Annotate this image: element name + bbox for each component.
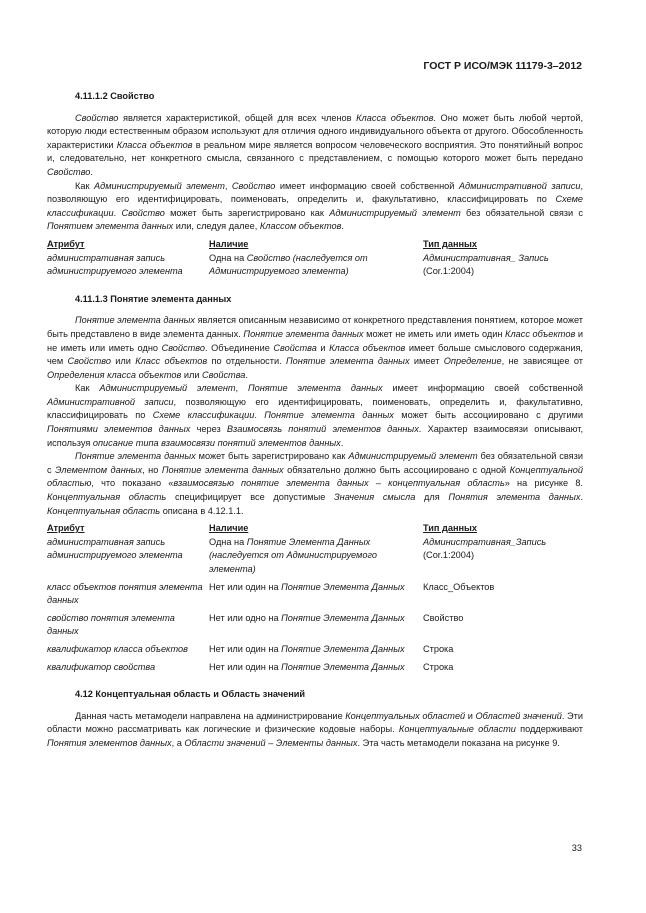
text-run: (Cor.1:2004): [423, 550, 475, 561]
text-run: Нет или одно на: [209, 612, 282, 623]
table-header-cell: Наличие: [209, 238, 249, 249]
text-run: для: [415, 492, 449, 503]
text-run: » на рисунке 8.: [504, 478, 583, 489]
italic-run: Администрируемый элемент: [348, 451, 478, 462]
datatype-cell: [423, 612, 583, 639]
italic-run: Концептуальных областей: [345, 710, 466, 721]
text-run: ,: [224, 180, 232, 191]
text-run: имеет: [409, 356, 444, 367]
italic-run: Администрируемый элемент: [329, 207, 461, 218]
attribute-cell: свойство понятия элемента данных: [47, 612, 175, 637]
presence-cell: [209, 581, 423, 608]
text-run: . Оно может быть любой чертой, которую люди естественным образом используют для отличия одного индивидуального объекта от другого. Обособленность характеристики: [47, 112, 583, 150]
italic-run: Класса объектов: [116, 139, 193, 150]
text-run: обязательно должно быть ассоциировано с одной: [283, 464, 510, 475]
italic-run: Значения смысла: [334, 492, 416, 503]
text-run: описана в 4.12.1.1.: [160, 505, 244, 516]
section-heading: 4.12 Концептуальная область и Область значений: [75, 689, 306, 700]
italic-run: Понятие Элемента Данных: [281, 661, 405, 672]
text-run: Строка: [423, 643, 454, 654]
text-run: специфицирует все допустимые: [166, 492, 335, 503]
italic-run: Понятие Элемента Данных: [281, 581, 405, 592]
text-run: и не иметь или иметь одно: [47, 328, 583, 353]
paragraph: [47, 382, 583, 450]
table-row: [47, 612, 583, 639]
text-run: Нет или один на: [209, 643, 282, 654]
attribute-cell: административная запись администрируемого элемента: [47, 536, 183, 561]
paragraph: [47, 314, 583, 382]
text-run: может не иметь или иметь один: [363, 328, 506, 339]
text-run: через: [190, 424, 227, 435]
document-header: ГОСТ Р ИСО/МЭК 11179-3–2012: [423, 60, 582, 72]
text-run: Одна на: [209, 536, 247, 547]
italic-run: Свойство: [231, 180, 276, 191]
attribute-cell: класс объектов понятия элемента данных: [47, 581, 203, 606]
italic-run: Понятие элемента данных: [247, 383, 383, 394]
text-run: , позволяющую его идентифицировать, поименовать, определить и, факультативно, классифицировать по: [47, 180, 583, 205]
page-number: 33: [571, 843, 582, 853]
italic-run: Понятие элемента данных: [161, 464, 284, 475]
italic-run: Определение: [443, 356, 502, 367]
italic-run: Свойство: [47, 166, 91, 177]
text-run: или: [181, 369, 203, 380]
text-run: . Объединение: [204, 342, 274, 353]
italic-run: Схеме классификации: [152, 410, 255, 421]
datatype-cell: [423, 581, 583, 608]
italic-run: Административной записи: [458, 180, 581, 191]
italic-run: Схеме классификации: [47, 194, 583, 218]
italic-run: Понятием элемента данных: [47, 221, 174, 232]
table-header-row: [47, 238, 583, 252]
italic-run: Понятие элемента данных: [243, 328, 364, 339]
text-run: .: [90, 166, 93, 177]
paragraph: [47, 112, 583, 180]
italic-run: Взаимосвязь понятий элементов данных: [226, 424, 419, 435]
italic-run: Свойство: [121, 207, 165, 218]
attribute-table: [47, 522, 583, 674]
table-header-row: [47, 522, 583, 536]
paragraph: [47, 180, 583, 234]
text-run: поддерживают: [515, 724, 583, 735]
text-run: по отдельности.: [207, 356, 286, 367]
text-run: Нет или один на: [209, 661, 282, 672]
italic-run: Концептуальная область: [47, 505, 161, 516]
italic-run: Административной записи: [47, 396, 174, 407]
text-run: в реальном мире является вопросом человеческого восприятия. Это понятийный вопрос и, следовательно, нет конкретного смысла, связанного с представлением, с помощью которого может быть передано: [47, 139, 583, 164]
text-run: имеет больше смыслового содержания, чем: [47, 342, 583, 367]
text-run: является описанным независимо от конкретного представления понятием, которое может быть представлено в виде элемента данных.: [47, 315, 583, 339]
text-run: является характеристикой, общей для всех членов: [118, 112, 357, 123]
text-run: . Эти области можно рассматривать как логические и физические кодовые наборы.: [47, 710, 583, 735]
text-run: .: [580, 492, 583, 503]
italic-run: Свойство: [67, 356, 111, 367]
datatype-cell: [423, 536, 583, 577]
text-run: имеет информацию своей собственной: [382, 383, 583, 394]
text-run: . Эта часть метамодели показана на рисунке 9.: [357, 737, 560, 748]
text-run: Нет или один на: [209, 581, 282, 592]
italic-run: Свойства: [273, 342, 317, 353]
text-run: Как: [75, 180, 94, 191]
italic-run: Определения класса объектов: [47, 369, 182, 380]
table-row: [47, 252, 583, 279]
text-run: без обязательной связи с: [460, 207, 583, 218]
italic-run: Класс объектов: [505, 328, 576, 339]
document-body: [47, 90, 583, 751]
italic-run: Понятие Элемента Данных (наследуется от Администрируемого элемента): [209, 536, 377, 574]
italic-run: Свойство (наследуется от Администрируемого элемента): [209, 252, 368, 277]
text-run: или: [110, 356, 136, 367]
text-run: .: [113, 207, 122, 218]
text-run: Данная часть метамодели направлена на администрирование: [75, 710, 346, 721]
text-run: Строка: [423, 661, 454, 672]
italic-run: Понятие Элемента Данных: [281, 612, 405, 623]
paragraph: [47, 450, 583, 518]
text-run: может быть зарегистрировано как: [164, 207, 330, 218]
table-row: [47, 643, 583, 657]
italic-run: Свойство: [75, 112, 119, 123]
text-run: .: [341, 221, 344, 232]
text-run: и: [465, 710, 476, 721]
italic-run: Административная_ Запись: [423, 252, 549, 263]
text-run: Как: [75, 383, 100, 394]
italic-run: Понятие элемента данных: [264, 410, 394, 421]
text-run: без обязательной связи с: [47, 451, 583, 475]
text-run: может быть зарегистрировано как: [195, 451, 349, 462]
table-header-cell: Наличие: [209, 523, 249, 534]
italic-run: Понятие элемента данных: [286, 356, 410, 367]
table-row: [47, 661, 583, 675]
text-run: ,: [235, 383, 248, 394]
table-header-cell: Тип данных: [423, 238, 478, 249]
datatype-cell: [423, 643, 583, 657]
text-run: , а: [171, 737, 185, 748]
datatype-cell: [423, 661, 583, 675]
text-run: (Cor.1:2004): [423, 266, 475, 277]
text-run: . Характер взаимосвязи описывают, используя: [47, 424, 584, 448]
italic-run: Понятие элемента данных: [75, 315, 196, 326]
table-row: [47, 581, 583, 608]
italic-run: Областей значений: [475, 710, 562, 721]
presence-cell: [209, 536, 423, 577]
table-row: [47, 536, 583, 577]
presence-cell: [209, 252, 423, 279]
italic-run: Концептуальной областью: [47, 464, 583, 489]
italic-run: Класса объектов: [356, 112, 434, 123]
italic-run: Понятия элементов данных: [47, 737, 172, 748]
paragraph: [47, 710, 583, 751]
section-heading: 4.11.1.2 Свойство: [75, 91, 155, 101]
italic-run: Области значений – Элементы данных: [184, 737, 358, 748]
attribute-cell: квалификатор класса объектов: [47, 643, 188, 654]
italic-run: Концептуальная область: [47, 492, 167, 503]
presence-cell: [209, 643, 423, 657]
text-run: Класс_Объектов: [423, 581, 495, 592]
italic-run: Класса объектов: [329, 342, 406, 353]
text-run: и: [316, 342, 330, 353]
text-run: .: [245, 369, 248, 380]
text-run: , что показано «: [91, 478, 174, 489]
attribute-cell: квалификатор свойства: [47, 661, 156, 672]
italic-run: Классом объектов: [259, 221, 342, 232]
italic-run: Понятие элемента данных: [75, 451, 196, 462]
italic-run: Понятиями элементов данных: [47, 424, 191, 435]
text-run: Одна на: [209, 252, 247, 263]
table-header-cell: Атрибут: [47, 238, 85, 249]
italic-run: Элементом данных: [55, 464, 143, 475]
italic-run: Концептуальные области: [398, 724, 516, 735]
italic-run: Свойство: [161, 342, 205, 353]
text-run: .: [254, 410, 265, 421]
datatype-cell: [423, 252, 583, 279]
italic-run: взаимосвязью понятие элемента данных – концептуальная область: [173, 478, 505, 489]
text-run: или, следуя далее,: [173, 221, 260, 232]
italic-run: описание типа взаимосвязи понятий элементов данных: [92, 437, 341, 448]
section-heading: 4.11.1.3 Понятие элемента данных: [75, 293, 232, 304]
text-run: , не зависящее от: [501, 356, 583, 367]
table-header-cell: Атрибут: [47, 523, 85, 534]
italic-run: Класс объектов: [135, 356, 208, 367]
text-run: , позволяющую его идентифицировать, поименовать, определить и, факультативно, классифицировать по: [47, 396, 583, 421]
presence-cell: [209, 612, 423, 639]
italic-run: Понятия элемента данных: [448, 492, 581, 503]
text-run: имеет информацию своей собственной: [275, 180, 459, 191]
italic-run: Администрируемый элемент: [99, 383, 236, 394]
italic-run: Свойства: [202, 369, 246, 380]
table-header-cell: Тип данных: [423, 523, 478, 534]
italic-run: Понятие Элемента Данных: [281, 643, 405, 654]
presence-cell: [209, 661, 423, 675]
text-run: , но: [142, 464, 162, 475]
text-run: может быть ассоциировано с другими: [393, 410, 583, 421]
text-run: Свойство: [423, 612, 464, 623]
italic-run: Администрируемый элемент: [94, 180, 225, 191]
text-run: .: [340, 437, 344, 448]
attribute-table: [47, 238, 583, 279]
italic-run: Административная_Запись: [423, 536, 547, 547]
attribute-cell: административная запись администрируемого элемента: [47, 252, 183, 277]
